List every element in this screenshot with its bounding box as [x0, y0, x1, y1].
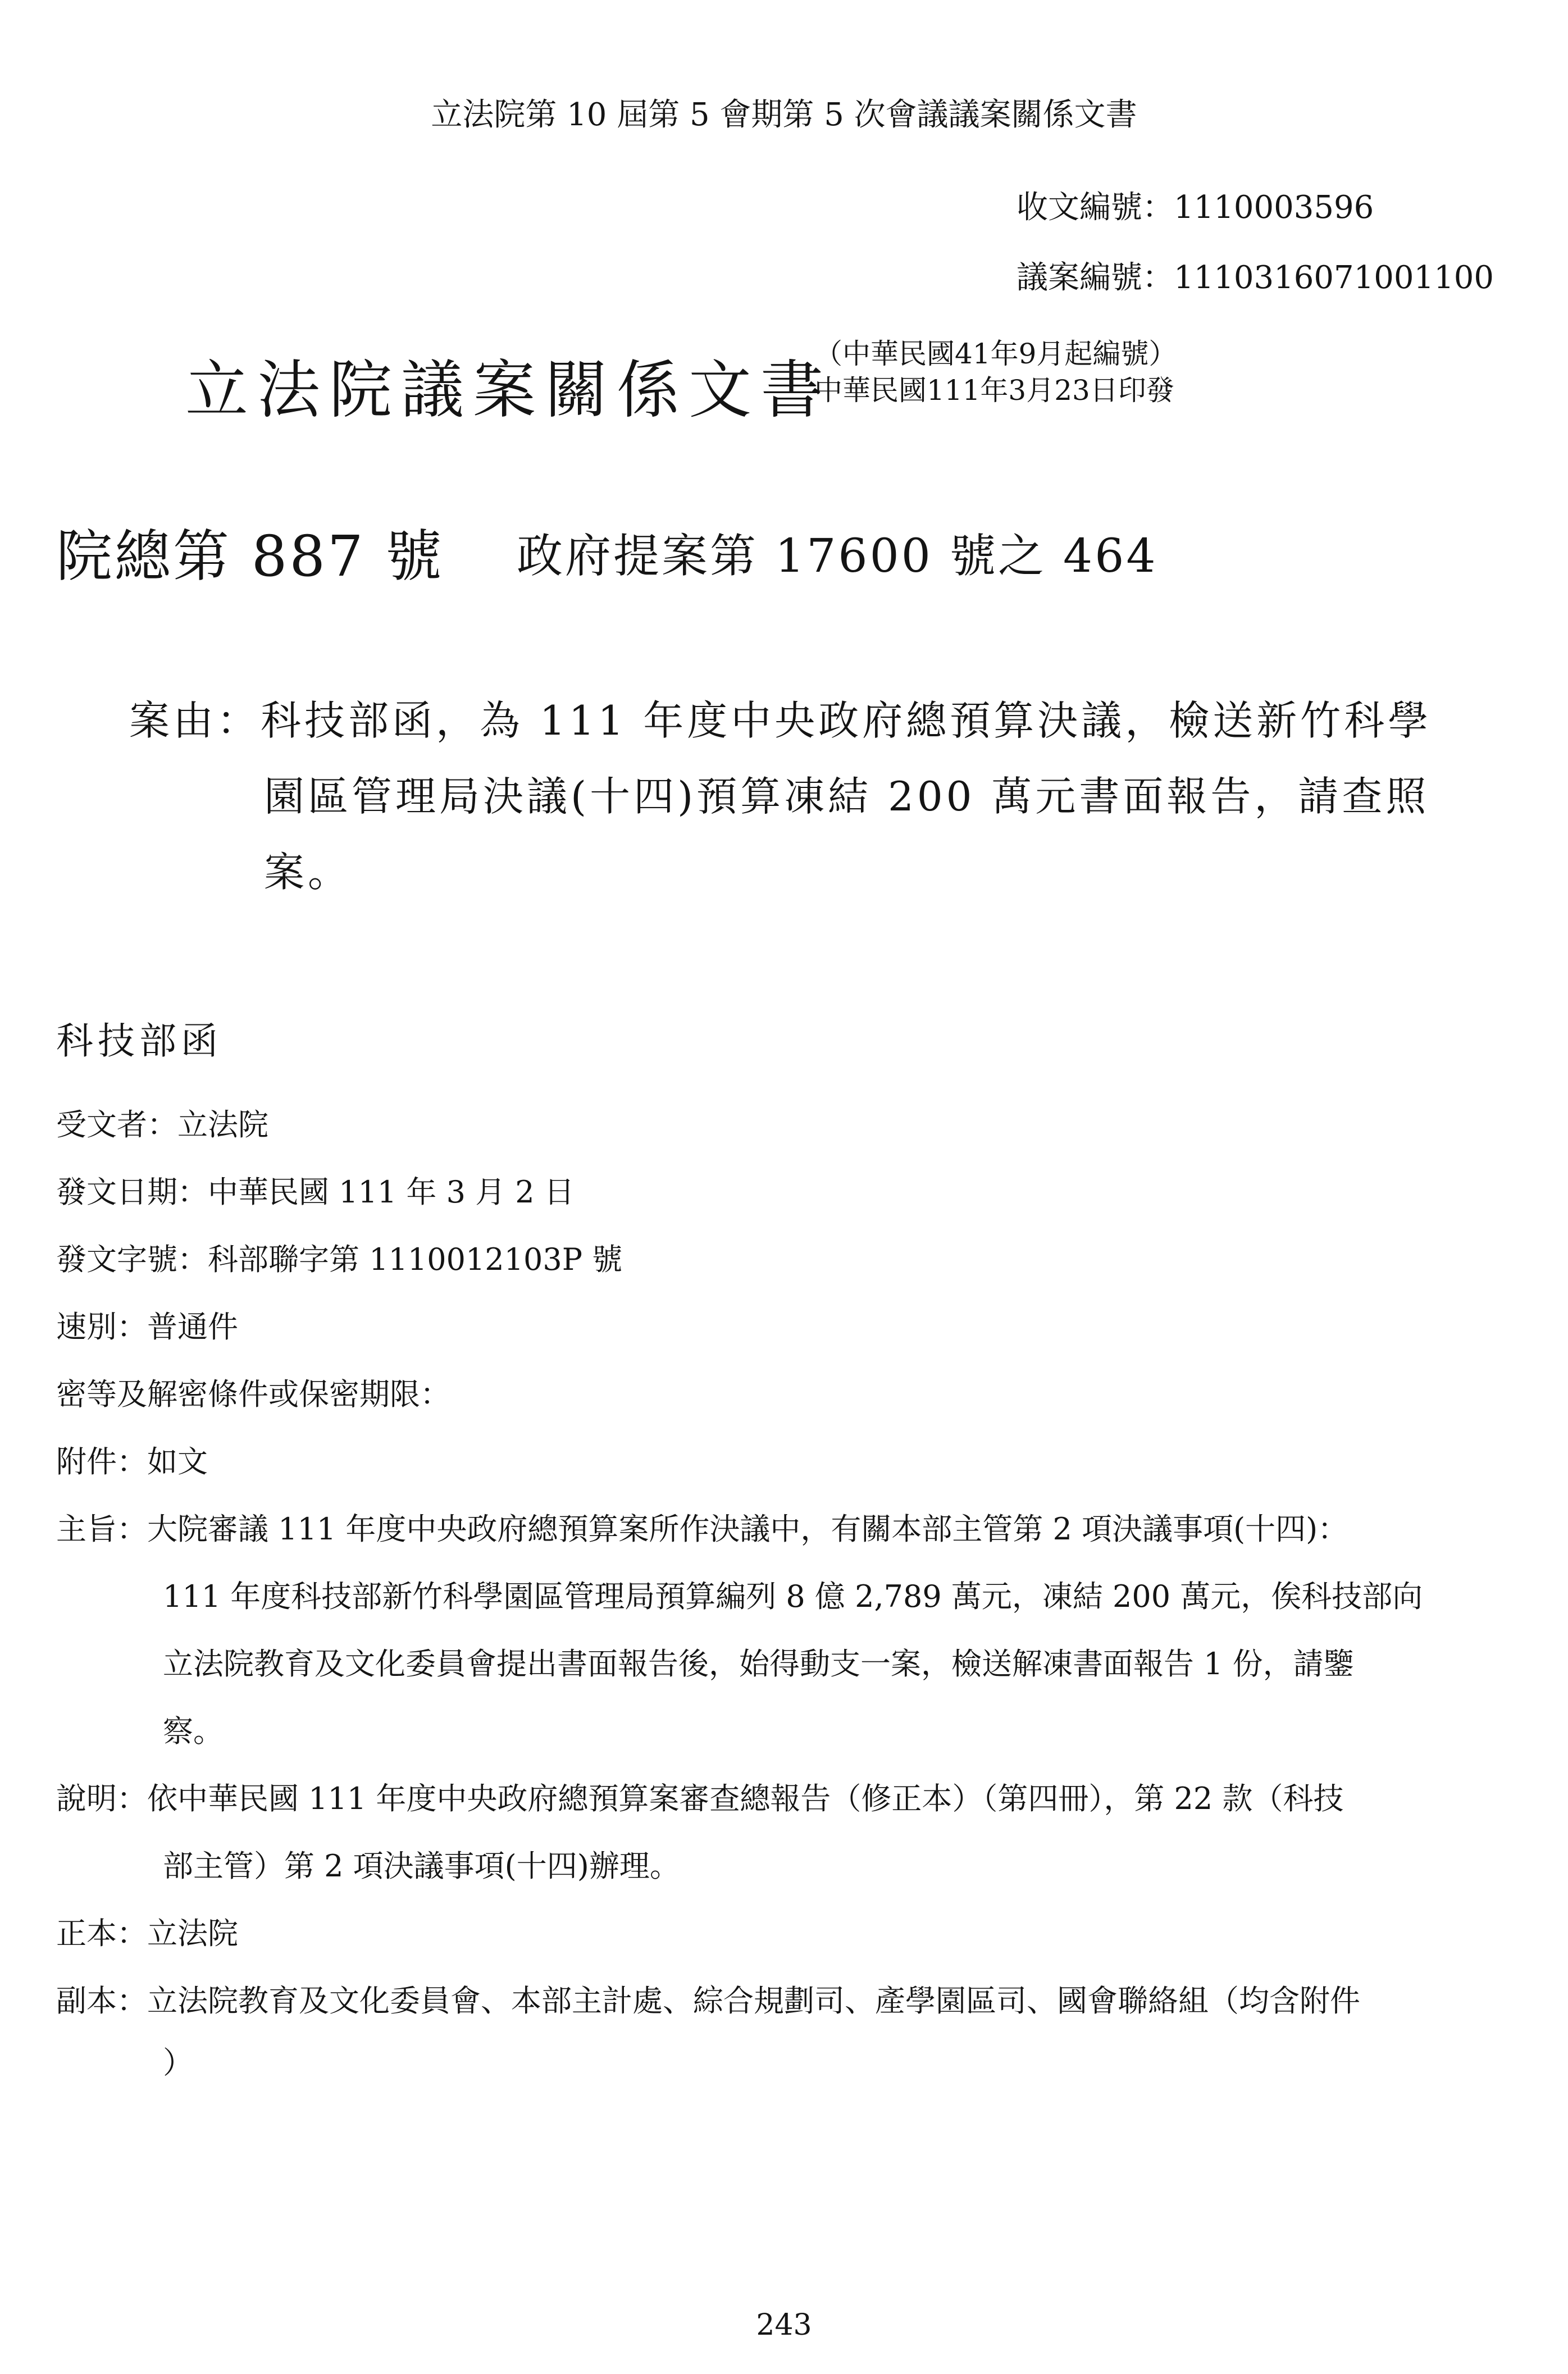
reference-number: 發文字號：科部聯字第 1110012103P 號	[56, 1242, 623, 1277]
receipt-number: 收文編號：1110003596	[1017, 189, 1374, 226]
explanation-line-2: 部主管）第 2 項決議事項(十四)辦理。	[163, 1848, 680, 1884]
cc-line-2: ）	[163, 2045, 193, 2080]
print-date: 中華民國111年3月23日印發	[814, 374, 1174, 407]
issue-date: 發文日期：中華民國 111 年 3 月 2 日	[56, 1174, 575, 1210]
purpose-line-3: 立法院教育及文化委員會提出書面報告後，始得動支一案，檢送解凍書面報告 1 份，請鑒	[163, 1646, 1354, 1682]
subject-line-1: 案由：科技部函，為 111 年度中央政府總預算決議，檢送新竹科學	[129, 697, 1432, 744]
delivery-speed: 速別：普通件	[56, 1309, 238, 1345]
subject-line-3: 案。	[264, 849, 352, 896]
original-recipient: 正本：立法院	[56, 1916, 238, 1951]
cc-line-1: 副本：立法院教育及文化委員會、本部主計處、綜合規劃司、產學園區司、國會聯絡組（均含附件	[56, 1983, 1360, 2018]
page-number: 243	[756, 2308, 812, 2342]
numbering-note: （中華民國41年9月起編號）	[814, 338, 1177, 370]
document-title: 立法院議案關係文書	[185, 354, 832, 427]
running-header: 立法院第 10 屆第 5 會期第 5 次會議議案關係文書	[431, 97, 1137, 133]
purpose-line-1: 主旨：大院審議 111 年度中央政府總預算案所作決議中，有關本部主管第 2 項決議事項(十四)：	[56, 1511, 1348, 1547]
subject-line-2: 園區管理局決議(十四)預算凍結 200 萬元書面報告，請查照	[264, 773, 1430, 820]
proposal-number: 政府提案第 17600 號之 464	[517, 530, 1158, 583]
general-number: 院總第 887 號	[56, 523, 444, 589]
secrecy-level: 密等及解密條件或保密期限：	[56, 1377, 450, 1412]
recipient: 受文者：立法院	[56, 1107, 268, 1142]
attachment: 附件：如文	[56, 1444, 208, 1479]
bill-number: 議案編號：1110316071001100	[1017, 259, 1494, 296]
purpose-line-4: 察。	[163, 1714, 224, 1749]
explanation-line-1: 說明：依中華民國 111 年度中央政府總預算案審查總報告（修正本）（第四冊），第 22 款（科技	[56, 1781, 1344, 1816]
sender-heading: 科技部函	[56, 1019, 222, 1063]
purpose-line-2: 111 年度科技部新竹科學園區管理局預算編列 8 億 2,789 萬元，凍結 200 萬元，俟科技部向	[163, 1579, 1423, 1614]
